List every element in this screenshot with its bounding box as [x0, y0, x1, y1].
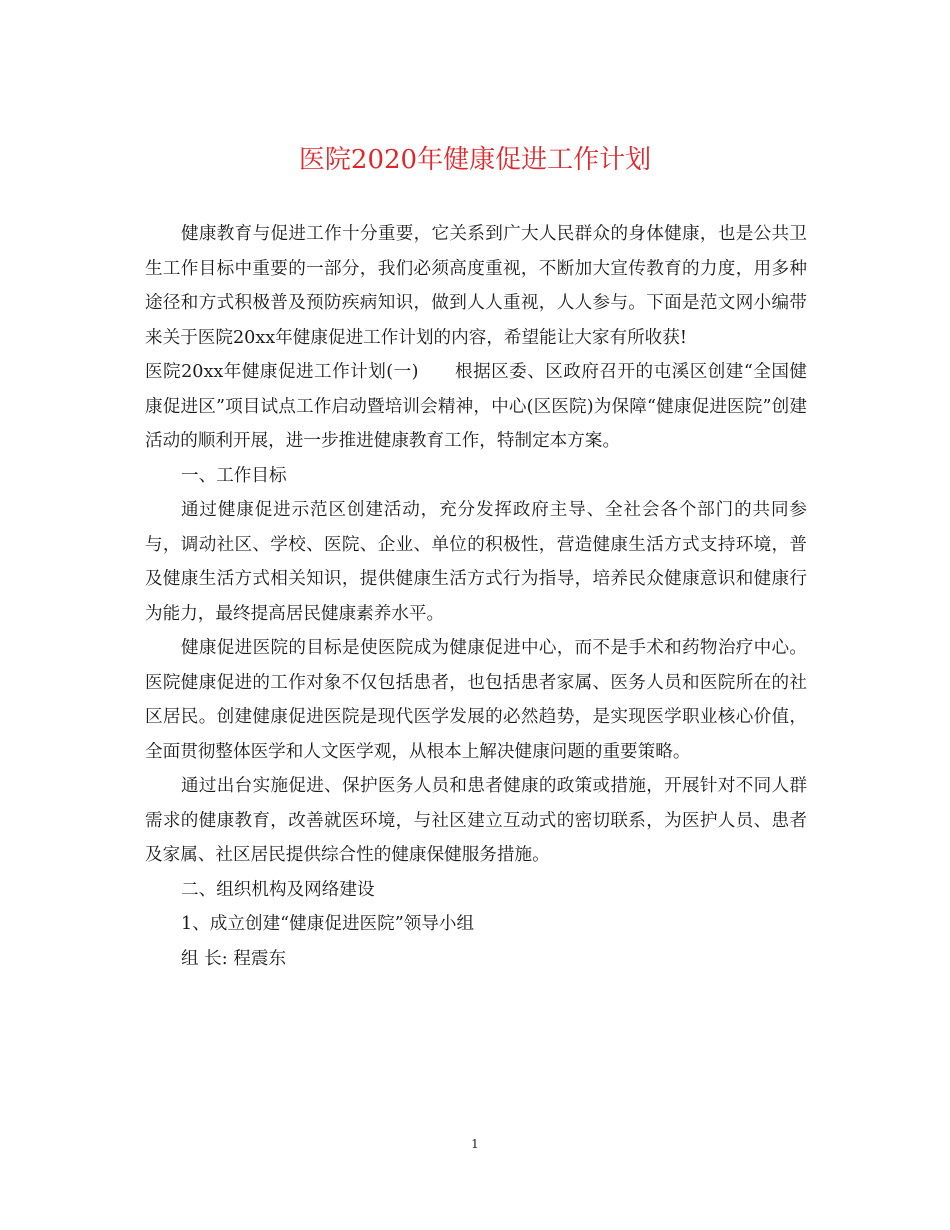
item-leading-group: 1、成立创建“健康促进医院”领导小组 — [181, 914, 475, 934]
item-group-leader: 组 长: 程震东 — [181, 948, 287, 969]
paragraph-measures: 通过出台实施促进、保护医务人员和患者健康的政策或措施，开展针对不同人群需求的健康教育，改善就医环境，与社区建立互动式的密切联系，为医护人员、患者及家属、社区居民提供综合性的健康保健服务措施。 — [145, 776, 807, 865]
paragraph-plan-one: 医院20xx年健康促进工作计划(一) 根据区委、区政府召开的屯溪区创建“全国健康促进区”项目试点工作启动暨培训会精神，中心(区医院)为保障“健康促进医院”创建活动的顺利开展，进一步推进健康教育工作，特制定本方案。 — [145, 362, 807, 451]
heading-work-goal: 一、工作目标 — [181, 465, 287, 486]
paragraph-intro: 健康教育与促进工作十分重要，它关系到广大人民群众的身体健康，也是公共卫生工作目标中重要的一部分，我们必须高度重视，不断加大宣传教育的力度，用多种途径和方式积极普及预防疾病知识，做到人人重视，人人参与。下面是范文网小编带来关于医院20xx年健康促进工作计划的内容，希望能让大家有所收获! — [145, 224, 807, 348]
paragraph-goal-detail: 通过健康促进示范区创建活动，充分发挥政府主导、全社会各个部门的共同参与，调动社区、学校、医院、企业、单位的积极性，营造健康生活方式支持环境，普及健康生活方式相关知识，提供健康生活方式行为指导，培养民众健康意识和健康行为能力，最终提高居民健康素养水平。 — [145, 500, 807, 624]
document-body — [145, 217, 807, 976]
document-title: 医院2020年健康促进工作计划 — [298, 145, 652, 175]
page-number: 1 — [471, 1137, 479, 1151]
paragraph-hospital-goal: 健康促进医院的目标是使医院成为健康促进中心，而不是手术和药物治疗中心。医院健康促进的工作对象不仅包括患者，也包括患者家属、医务人员和医院所在的社区居民。创建健康促进医院是现代医学发展的必然趋势，是实现医学职业核心价值，全面贯彻整体医学和人文医学观，从根本上解决健康问题的重要策略。 — [145, 638, 807, 762]
heading-organization: 二、组织机构及网络建设 — [181, 879, 375, 900]
